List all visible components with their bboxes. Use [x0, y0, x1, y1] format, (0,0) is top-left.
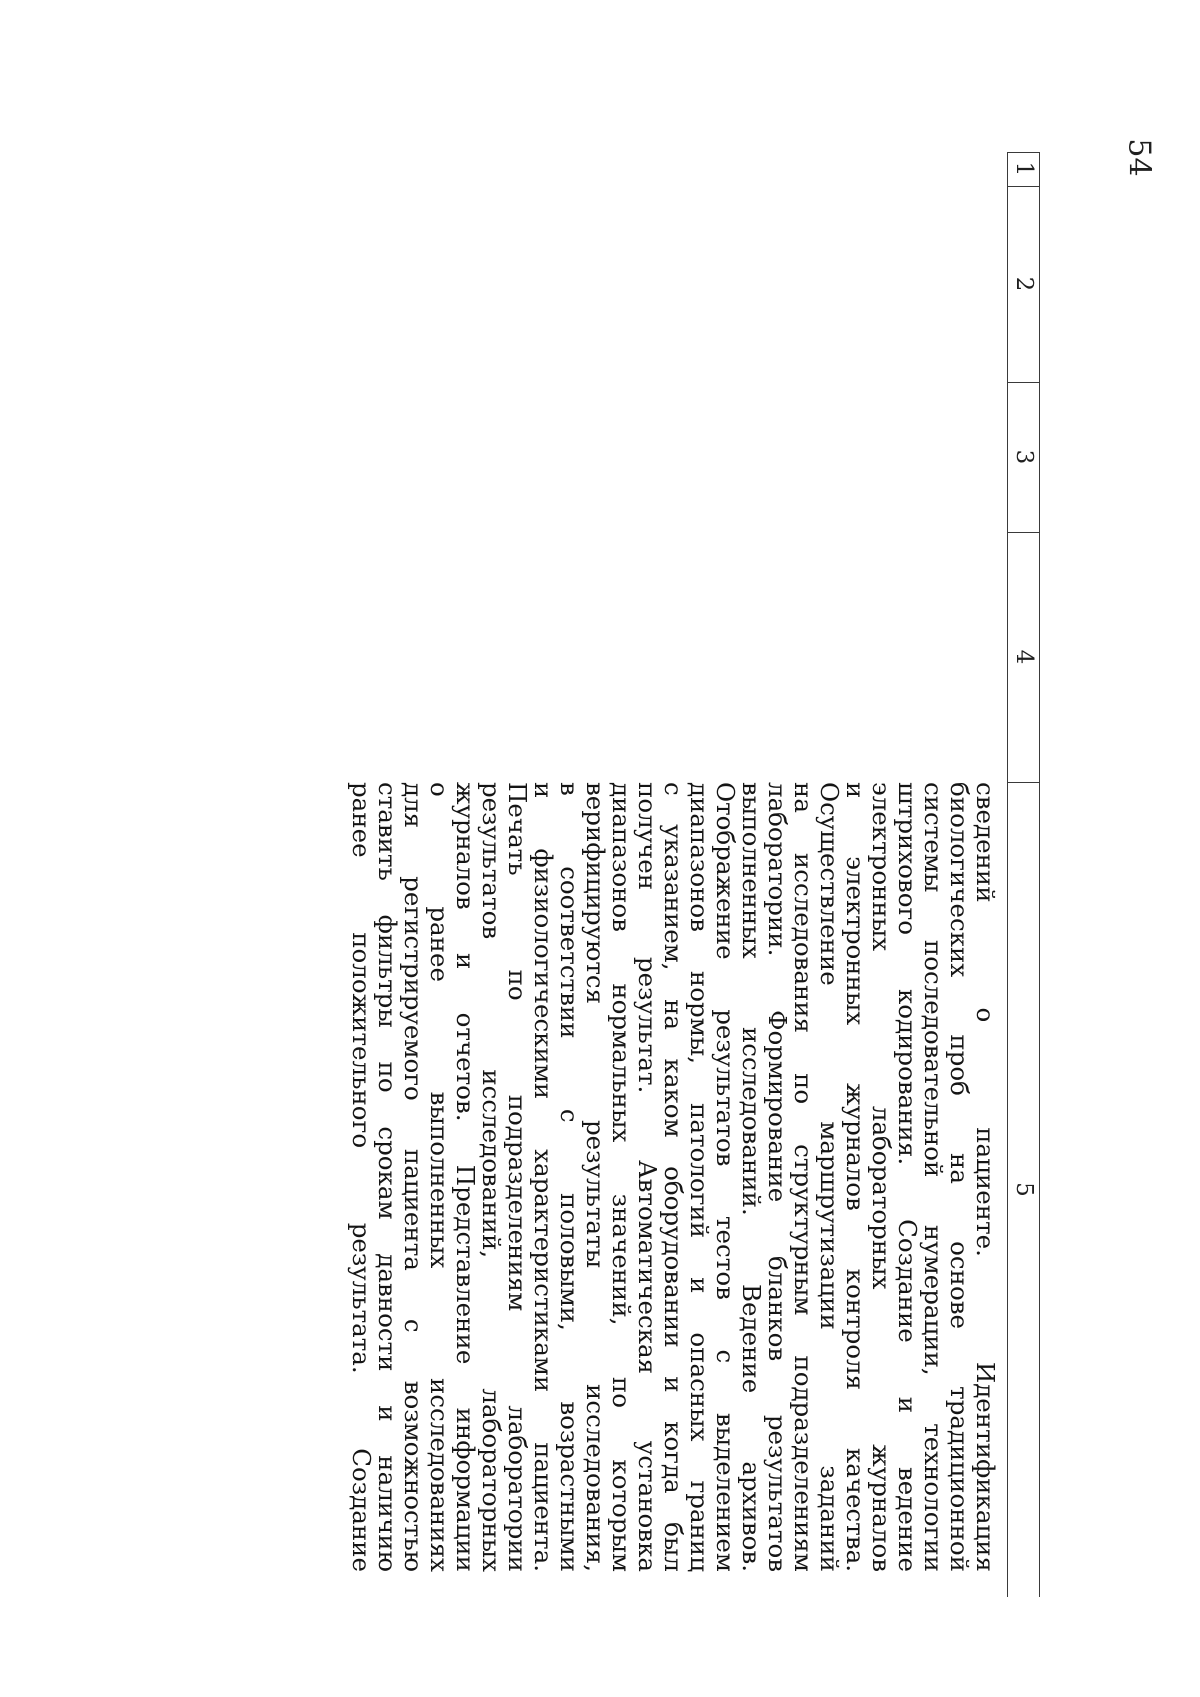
text-line: Отображение результатов тестов с выделением — [711, 782, 740, 1572]
text-line: получен результат. Автоматическая установка — [633, 782, 662, 1572]
rotated-table — [208, 152, 1040, 1597]
column-header-1: 1 — [1011, 161, 1037, 177]
text-line: электронных лабораторных журналов — [867, 782, 896, 1572]
text-line: выполненных исследований. Ведение архивов. — [737, 782, 766, 1572]
text-line: ранее положительного результата. Создание — [347, 782, 376, 1572]
page-number: 54 — [1121, 138, 1157, 177]
column-header-2: 2 — [1011, 276, 1037, 292]
text-line: верифицируются результаты исследования, — [581, 782, 610, 1572]
column-header-3: 3 — [1011, 449, 1037, 465]
text-line: сведений о пациенте. Идентификация — [971, 782, 1000, 1572]
text-line: с указанием, на каком оборудовании и когда был — [659, 782, 688, 1572]
text-line: диапазонов нормальных значений, по которым — [607, 782, 636, 1572]
text-line: для регистрируемого пациента с возможностью — [399, 782, 428, 1572]
text-line: лаборатории. Формирование бланков результатов — [763, 782, 792, 1572]
text-line: на исследования по структурным подразделениям — [789, 782, 818, 1572]
column-header-5: 5 — [1011, 1182, 1037, 1197]
text-line: штрихового кодирования. Создание и ведение — [893, 782, 922, 1572]
text-line: в соответствии с половыми, возрастными — [555, 782, 584, 1572]
text-line: и электронных журналов контроля качества. — [841, 782, 870, 1572]
text-line: биологических проб на основе традиционной — [945, 782, 974, 1572]
text-line: результатов исследований, лабораторных — [477, 782, 506, 1572]
text-line: системы последовательной нумерации, технологии — [919, 782, 948, 1572]
text-line: журналов и отчетов. Представление информации — [451, 782, 480, 1572]
text-line: и физиологическими характеристиками пациента. — [529, 782, 558, 1572]
text-line: диапазонов нормы, патологий и опасных границ — [685, 782, 714, 1572]
text-line: Осуществление маршрутизации заданий — [815, 782, 844, 1572]
text-line: ставить фильтры по срокам давности и наличию — [373, 782, 402, 1572]
text-line: Печать по подразделениям лаборатории — [503, 782, 532, 1572]
column-5-text — [218, 782, 998, 1572]
text-line: о ранее выполненных исследованиях — [425, 782, 454, 1572]
column-header-4: 4 — [1011, 649, 1037, 665]
